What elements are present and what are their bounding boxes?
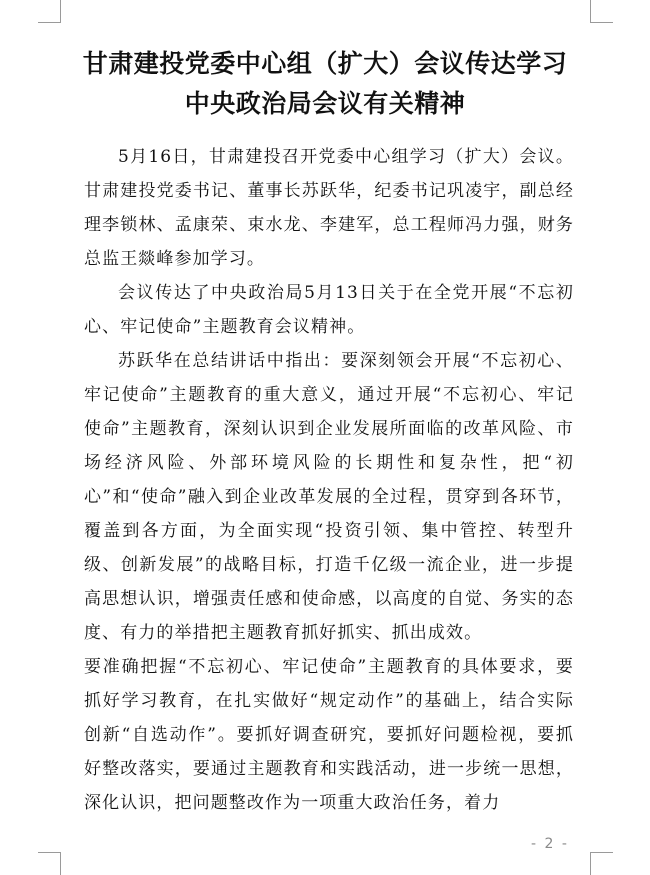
crop-mark-bottom-right	[590, 852, 613, 875]
paragraph-speech-summary: 苏跃华在总结讲话中指出：要深刻领会开展“不忘初心、牢记使命”主题教育的重大意义，通过开展“不忘初心、牢记使命”主题教育，深刻认识到企业发展所面临的改革风险、市场经济风险、外部环境风险的长期性和复杂性，把“初心”和“使命”融入到企业改革发展的全过程，贯穿到各环节，覆盖到各方面，为全面实现“投资引领、集中管控、转型升级、创新发展”的战略目标，打造千亿级一流企业，进一步提高思想认识，增强责任感和使命感，以高度的自觉、务实的态度、有力的举措把主题教育抓好抓实、抓出成效。	[84, 351, 574, 643]
document-title-line-1: 甘肃建投党委中心组（扩大）会议传达学习	[82, 49, 568, 78]
paragraph-requirements: 要准确把握“不忘初心、牢记使命”主题教育的具体要求，要抓好学习教育，在扎实做好“规定动作”的基础上，结合实际创新“自选动作”。要抓好调查研究，要抓好问题检视，要抓好整改落实，要通过主题教育和实践活动，进一步统一思想，深化认识，把问题整改作为一项重大政治任务，着力	[84, 657, 574, 813]
document-body	[84, 140, 574, 820]
document-title-line-2: 中央政治局会议有关精神	[184, 89, 466, 118]
crop-mark-top-left	[38, 0, 61, 23]
crop-mark-top-right	[590, 0, 613, 23]
crop-mark-bottom-left	[38, 852, 61, 875]
paragraph-meeting-info: 5月16日，甘肃建投召开党委中心组学习（扩大）会议。甘肃建投党委书记、董事长苏跃华，纪委书记巩凌宇，副总经理李锁林、孟康荣、束水龙、李建军，总工程师冯力强，财务总监王燚峰参加学习。	[84, 147, 574, 269]
paragraph-meeting-conveyed: 会议传达了中央政治局5月13日关于在全党开展“不忘初心、牢记使命”主题教育会议精神。	[84, 283, 574, 337]
page-number: - 2 -	[531, 836, 569, 852]
